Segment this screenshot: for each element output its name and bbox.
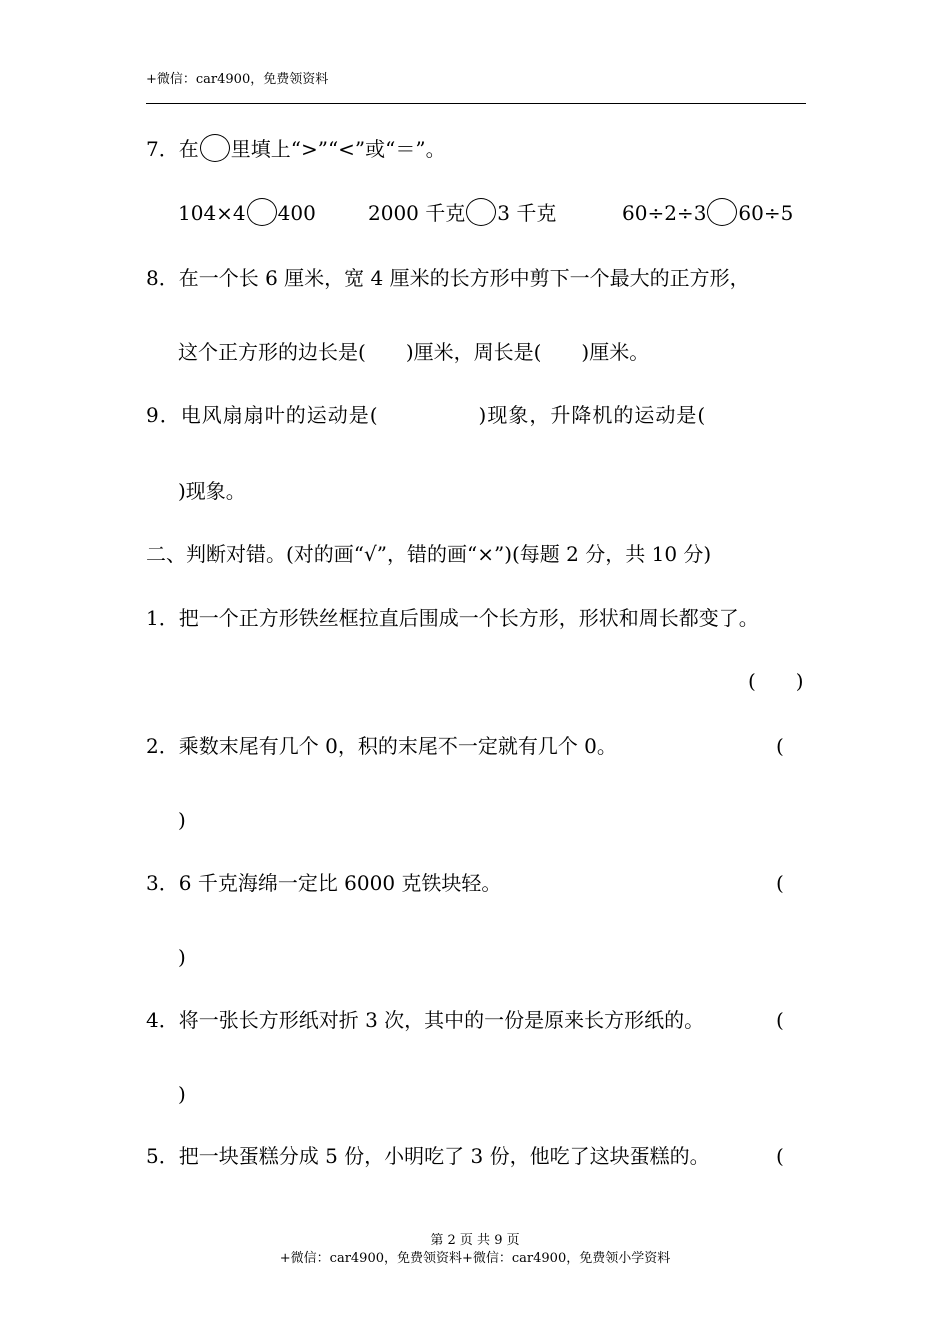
q7-prefix: 在 bbox=[178, 137, 199, 161]
judge-4-text: 将一张长方形纸对折 3 次，其中的一份是原来长方形纸的。 bbox=[178, 1008, 705, 1032]
q7-item-1-left: 104×4 bbox=[178, 201, 246, 225]
q7-item-2 bbox=[368, 198, 556, 227]
judge-1-number: 1． bbox=[146, 606, 179, 630]
q8-line2 bbox=[178, 338, 649, 366]
judge-item-1 bbox=[146, 604, 759, 632]
q7-item-3 bbox=[622, 198, 793, 227]
q9-fan-prompt: 电风扇扇叶的运动是( bbox=[180, 403, 379, 427]
judge-3-open-paren[interactable]: ( bbox=[776, 871, 784, 895]
judge-1-answer-paren[interactable]: ( ) bbox=[748, 669, 804, 693]
judge-3-number: 3． bbox=[146, 871, 179, 895]
q9-number: 9． bbox=[146, 403, 181, 427]
judge-4-open-paren[interactable]: ( bbox=[776, 1008, 784, 1032]
judge-2-open-paren[interactable]: ( bbox=[776, 734, 784, 758]
q8-number: 8． bbox=[146, 266, 179, 290]
judge-2-text: 乘数末尾有几个 0，积的末尾不一定就有几个 0。 bbox=[178, 734, 617, 758]
q9-line2: )现象。 bbox=[178, 479, 246, 503]
judge-3-text: 6 千克海绵一定比 6000 克铁块轻。 bbox=[178, 871, 502, 895]
judge-item-4 bbox=[146, 1006, 704, 1034]
q7-item-1 bbox=[178, 198, 316, 227]
footer-watermark: +微信：car4900，免费领资料+微信：car4900，免费领小学资料 bbox=[279, 1251, 671, 1266]
q8-side-prompt: 这个正方形的边长是( bbox=[178, 340, 366, 364]
comparison-circle[interactable] bbox=[247, 198, 277, 226]
comparison-circle[interactable] bbox=[466, 198, 496, 226]
comparison-circle bbox=[200, 134, 230, 162]
judge-3-close-paren: ) bbox=[178, 945, 186, 969]
header-watermark: +微信：car4900，免费领资料 bbox=[146, 72, 329, 87]
q7-item-1-right: 400 bbox=[277, 201, 316, 225]
judge-5-number: 5． bbox=[146, 1144, 179, 1168]
q7-item-3-left: 60÷2÷3 bbox=[622, 201, 707, 225]
judge-item-5 bbox=[146, 1142, 710, 1170]
judge-item-2 bbox=[146, 732, 617, 760]
question-7 bbox=[146, 134, 446, 163]
judge-1-text: 把一个正方形铁丝框拉直后围成一个长方形，形状和周长都变了。 bbox=[178, 606, 759, 630]
q7-item-2-right: 3 千克 bbox=[497, 201, 557, 225]
q8-unit: )厘米。 bbox=[581, 340, 650, 364]
q7-instruction: 里填上“>”“<”或“＝”。 bbox=[230, 137, 446, 161]
judge-item-3 bbox=[146, 869, 501, 897]
question-9 bbox=[146, 401, 706, 429]
q7-number: 7． bbox=[146, 137, 179, 161]
q8-perimeter-prompt: )厘米，周长是( bbox=[405, 340, 542, 364]
judge-4-number: 4． bbox=[146, 1008, 179, 1032]
section-2-title: 二、判断对错。(对的画“√”，错的画“×”)(每题 2 分，共 10 分) bbox=[146, 542, 712, 566]
judge-5-open-paren[interactable]: ( bbox=[776, 1144, 784, 1168]
q9-elevator-prompt: )现象，升降机的运动是( bbox=[478, 403, 707, 427]
header-divider bbox=[146, 103, 806, 104]
q8-line1: 在一个长 6 厘米，宽 4 厘米的长方形中剪下一个最大的正方形， bbox=[178, 266, 750, 290]
comparison-circle[interactable] bbox=[707, 198, 737, 226]
q7-item-3-right: 60÷5 bbox=[738, 201, 794, 225]
judge-5-text: 把一块蛋糕分成 5 份，小明吃了 3 份，他吃了这块蛋糕的。 bbox=[178, 1144, 710, 1168]
judge-4-close-paren: ) bbox=[178, 1082, 186, 1106]
judge-2-number: 2． bbox=[146, 734, 179, 758]
judge-2-close-paren: ) bbox=[178, 808, 186, 832]
question-8 bbox=[146, 264, 750, 292]
q7-item-2-left: 2000 千克 bbox=[368, 201, 466, 225]
page-number: 第 2 页 共 9 页 bbox=[430, 1233, 520, 1248]
